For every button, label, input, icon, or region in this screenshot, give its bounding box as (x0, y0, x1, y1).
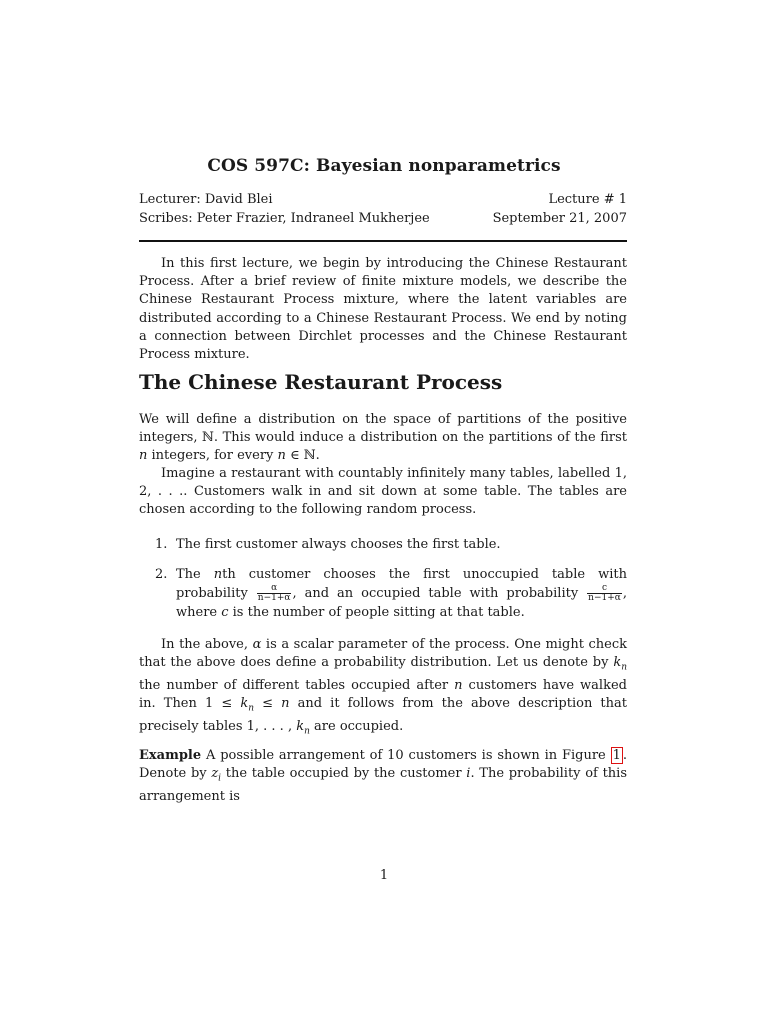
paragraph-partitions: We will define a distribution on the space of partitions of the positive integers, ℕ. This would induce a distribution on the partitions of the first n integers, for every n ∈ ℕ. (139, 412, 627, 464)
fraction-occupied-table: $\frac{c}{n-1+\alpha}$ (588, 583, 621, 604)
example-label: Example (139, 748, 202, 763)
abstract-paragraph: In this first lecture, we begin by introducing the Chinese Restaurant Process. After a brief review of finite mixture models, we describe the Chinese Restaurant Process mixture, where the latent variables are distributed according to a Chinese Restaurant Process. We end by noting a connection between Dirchlet processes and the Chinese Restaurant Process mixture. (139, 256, 627, 363)
list-item: 1. The first customer always chooses the first table. (155, 537, 501, 552)
fraction-new-table: $\frac{\alpha}{n-1+\alpha}$ (257, 583, 291, 604)
meta-row-2 (139, 211, 627, 230)
page-number: 1 (379, 868, 389, 883)
process-list (139, 536, 627, 622)
page-title: COS 597C: Bayesian nonparametrics (207, 156, 561, 176)
paragraph-restaurant: Imagine a restaurant with countably infinitely many tables, labelled 1, 2, . . .. Customers walk in and sit down at some table. The tables are chosen according to the following random process. (139, 466, 627, 518)
meta-row-1 (139, 192, 627, 211)
list-item: 2. The nth customer chooses the first unoccupied table with probability $\frac{\alpha}{n-1+\alpha}$ , and an occupied table with probability $\frac{c}{n-1+\alpha}$ , where c is the number of people sitting at that table. (155, 567, 627, 620)
lecture-number: Lecture # 1 (548, 192, 627, 207)
paragraph-alpha: In the above, α is a scalar parameter of the process. One might check that the above does define a probability distribution. Let us denote by $k_n$ the number of different tables occupied after n customers have walked in. Then $1 \le k_n \le n$ and it follows from the above description that precisely tables 1, . . . , $k_n$ are occupied. (139, 637, 627, 737)
section-heading: The Chinese Restaurant Process (139, 370, 503, 394)
lecture-date: September 21, 2007 (492, 211, 627, 226)
lecture-meta (139, 192, 627, 230)
example-paragraph: Example A possible arrangement of 10 customers is shown in Figure 1 . Denote by $z_i$ the table occupied by the customer i. The probability of this arrangement is (139, 748, 627, 804)
header-rule (139, 240, 627, 242)
lecturer: Lecturer: David Blei (139, 192, 273, 207)
figure-reference-link[interactable]: 1 (612, 748, 621, 763)
scribes: Scribes: Peter Frazier, Indraneel Mukherjee (139, 211, 430, 226)
